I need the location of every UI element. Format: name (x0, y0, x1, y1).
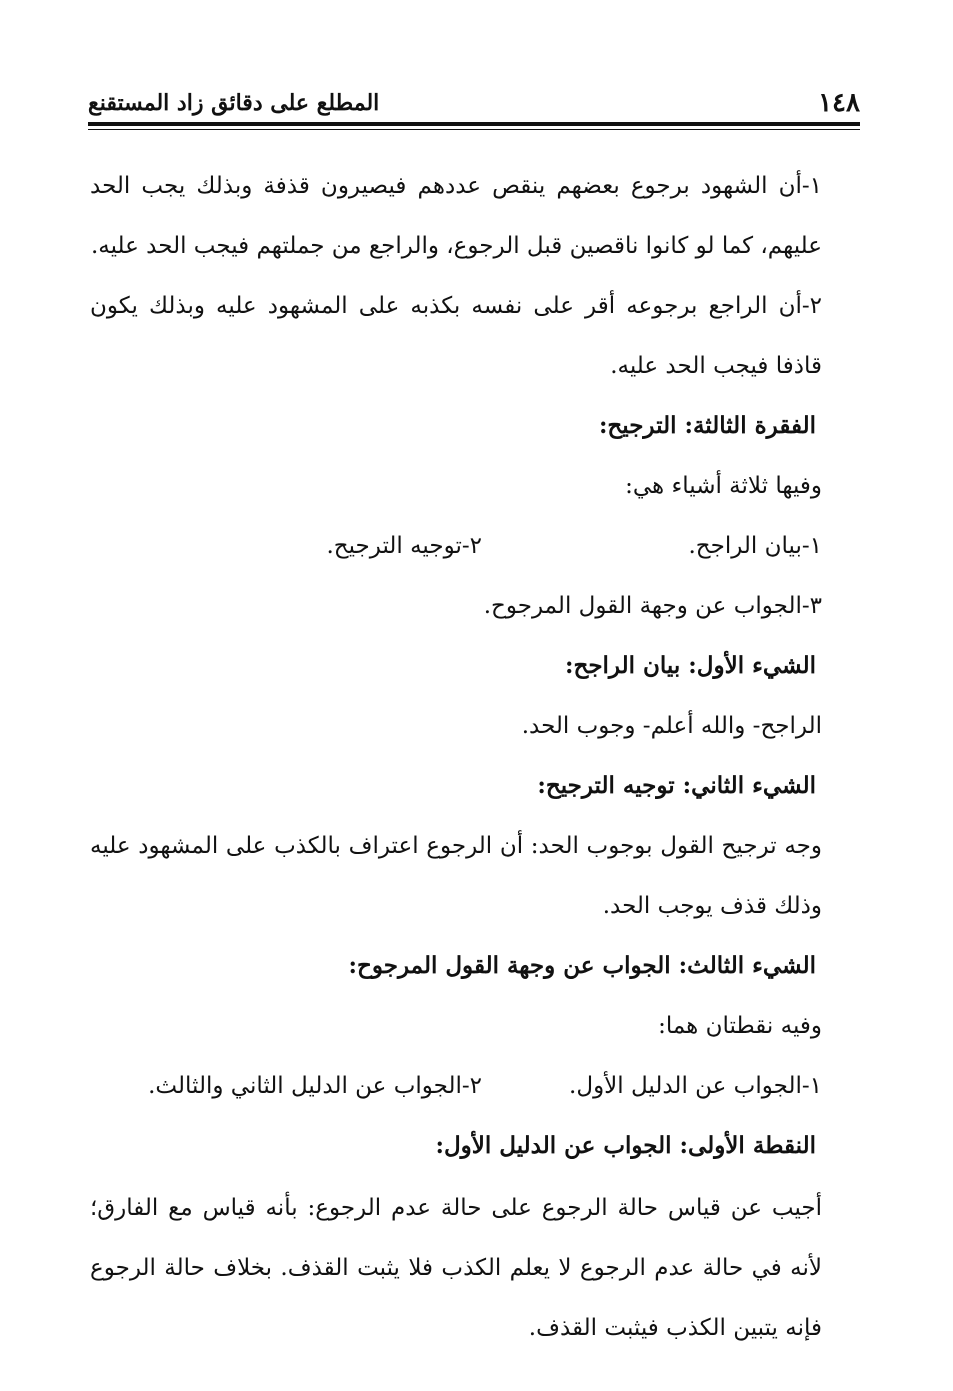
heading-tarjih: الفقرة الثالثة: الترجيح: (598, 412, 816, 439)
running-title: المطلع على دقائق زاد المستقنع (88, 90, 380, 116)
second-thing-text: وجه ترجيح القول بوجوب الحد: أن الرجوع اعتراف بالكذب على المشهود عليه وذلك قذف يوجب الحد. (90, 833, 822, 919)
intro-three-things: وفيها ثلاثة أشياء هي: (625, 473, 822, 499)
list-item-3: ٣-الجواب عن وجهة القول المرجوح. (483, 593, 822, 619)
list-item-2: ٢-توجيه الترجيح. (326, 533, 482, 559)
point-item-2: ٢-الجواب عن الدليل الثاني والثالث. (148, 1073, 482, 1099)
page-body (90, 156, 850, 1358)
reason-1: ١-أن الشهود برجوع بعضهم ينقص عددهم فيصيرون قذفة وبذلك يجب الحد عليهم، كما لو كانوا ناقصين قبل الرجوع، والراجع من جملتهم فيجب الحد عليه. (90, 173, 822, 259)
heading-second-thing: الشيء الثاني: توجيه الترجيح: (537, 772, 816, 799)
header-rule-thick (88, 122, 860, 126)
point-item-1: ١-الجواب عن الدليل الأول. (569, 1073, 822, 1099)
heading-third-thing: الشيء الثالث: الجواب عن وجهة القول المرجوح: (348, 952, 816, 979)
first-thing-text: الراجح- والله أعلم- وجوب الحد. (521, 713, 822, 739)
header-rule-thin (88, 129, 860, 130)
page-number: ١٤٨ (818, 88, 860, 118)
heading-point-1: النقطة الأولى: الجواب عن الدليل الأول: (435, 1132, 816, 1159)
heading-first-thing: الشيء الأول: بيان الراجح: (564, 652, 816, 679)
list-row-points (90, 1056, 850, 1116)
reason-2: ٢-أن الراجع برجوعه أقر على نفسه بكذبه على المشهود عليه وبذلك يكون قاذفا فيجب الحد عليه. (90, 293, 822, 379)
answer-text: أجيب عن قياس حالة الرجوع على حالة عدم الرجوع: بأنه قياس مع الفارق؛ لأنه في حالة عدم الرجوع لا يعلم الكذب فلا يثبت القذف. بخلاف حالة الرجوع فإنه يتبين الكذب فيثبت القذف. (90, 1195, 822, 1341)
intro-two-points: وفيه نقطتان هما: (658, 1013, 822, 1039)
list-row-1 (90, 516, 850, 576)
list-item-1: ١-بيان الراجح. (688, 533, 822, 559)
page-header (88, 88, 860, 120)
